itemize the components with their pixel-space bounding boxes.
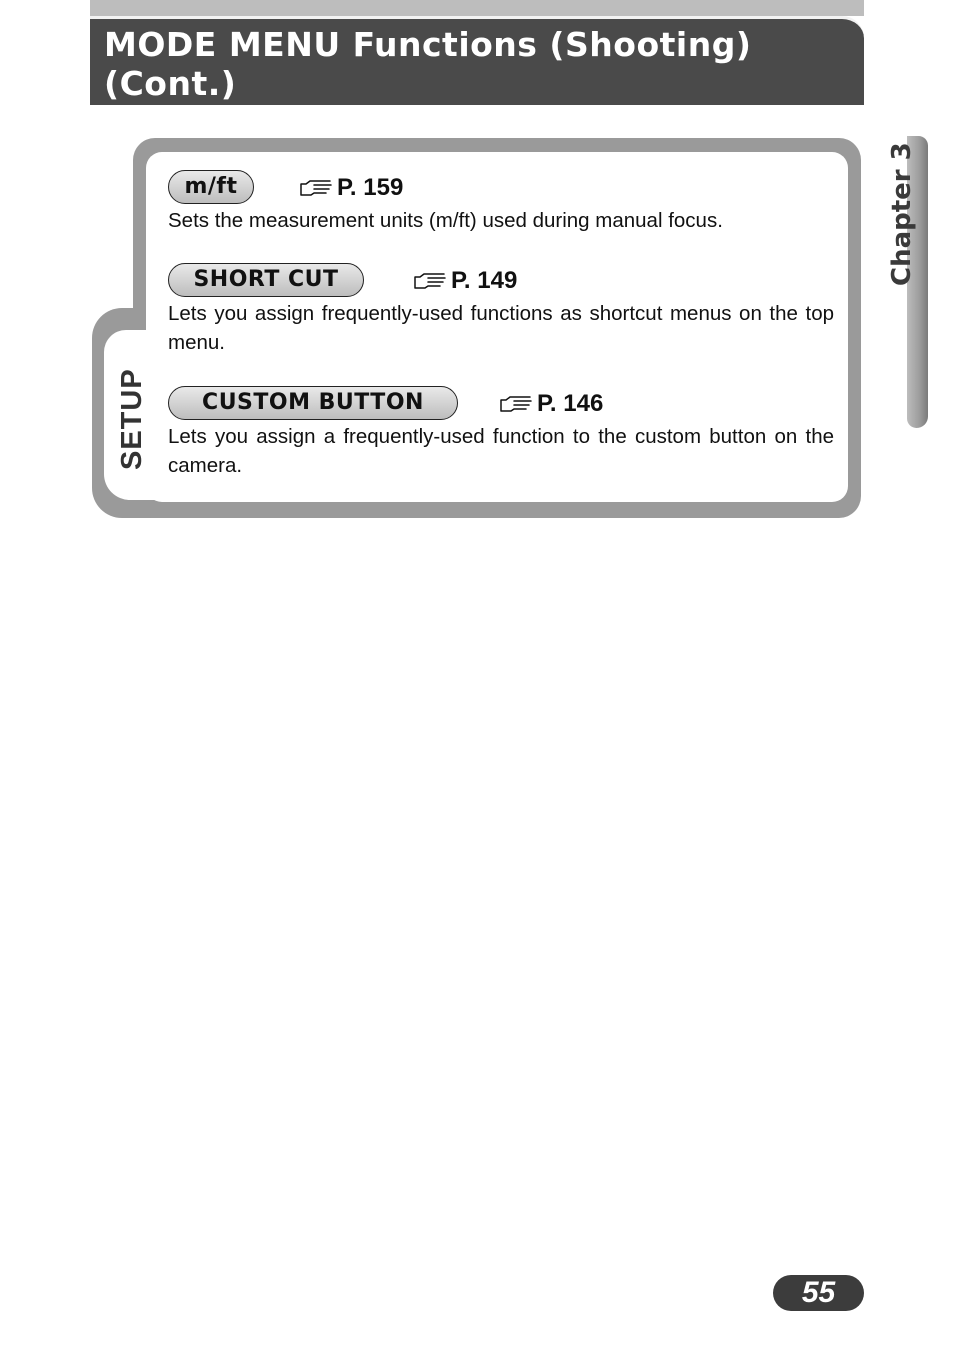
menu-item-name-pill: CUSTOM BUTTON xyxy=(168,386,458,420)
menu-item-description: Lets you assign a frequently-used function to the custom button on the camera. xyxy=(168,425,834,477)
page-title xyxy=(104,25,751,103)
menu-item-name-pill: SHORT CUT xyxy=(168,263,364,297)
hand-pointer-icon xyxy=(414,272,448,290)
page-title-line-1: MODE MENU Functions (Shooting) xyxy=(104,25,752,64)
page-title-line-2: (Cont.) xyxy=(104,64,237,103)
title-bar-accent xyxy=(90,0,864,16)
page-reference-text: P. 159 xyxy=(337,174,404,201)
page-reference-text: P. 146 xyxy=(537,390,604,417)
page-reference[interactable] xyxy=(500,387,603,421)
menu-item-header xyxy=(168,386,834,422)
menu-item-name-pill: m/ft xyxy=(168,170,254,204)
page-reference-text: P. 149 xyxy=(451,267,518,294)
page-reference[interactable] xyxy=(300,171,403,205)
menu-item-description: Sets the measurement units (m/ft) used during manual focus. xyxy=(168,209,723,232)
page-number: 55 xyxy=(773,1275,864,1311)
title-banner xyxy=(90,16,864,105)
menu-item-description: Lets you assign frequently-used functions as shortcut menus on the top menu. xyxy=(168,302,834,354)
page-reference[interactable] xyxy=(414,264,517,298)
setup-section-label: SETUP xyxy=(116,368,148,470)
menu-item-short-cut xyxy=(168,263,834,357)
menu-item-header xyxy=(168,170,834,206)
chapter-label: Chapter 3 xyxy=(887,142,917,286)
menu-item-custom-button xyxy=(168,386,834,480)
menu-item-header xyxy=(168,263,834,299)
menu-item-mft xyxy=(168,170,834,235)
hand-pointer-icon xyxy=(300,179,334,197)
hand-pointer-icon xyxy=(500,395,534,413)
